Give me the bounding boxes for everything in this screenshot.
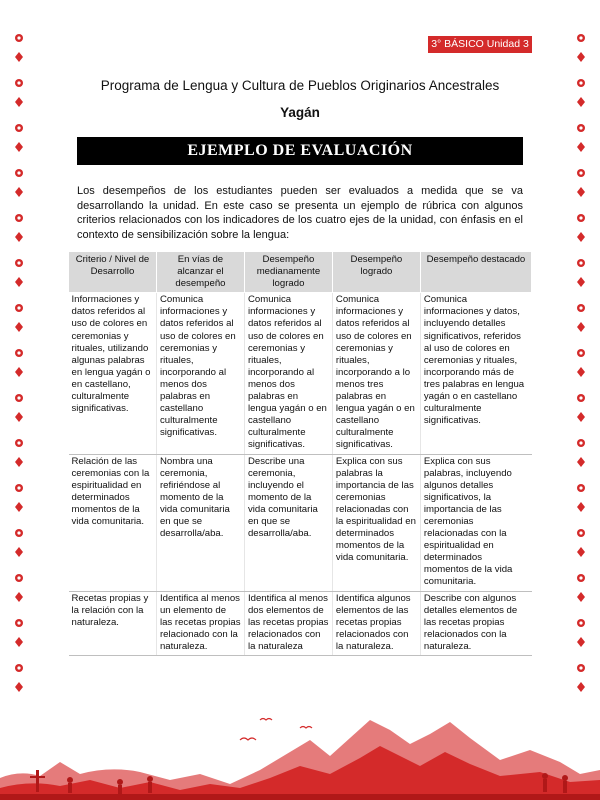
table-cell: Comunica informaciones y datos referidos al uso de colores en ceremonias y rituales, incorporando a lo menos tres palabras en lengua yagán o en castellano culturalmente significativas. [332,293,420,454]
header-logrado: Desempeño logrado [332,252,420,293]
right-ornament-pattern [574,30,588,730]
program-title: Programa de Lengua y Cultura de Pueblos Originarios Ancestrales [100,78,500,93]
language-subtitle: Yagán [280,105,320,120]
table-cell: Identifica al menos dos elementos de las recetas propias relacionados con la naturaleza [244,591,332,655]
header-criterio: Criterio / Nivel de Desarrollo [69,252,157,293]
table-row [69,454,532,591]
rubric-header-row [69,252,532,293]
table-cell: Describe una ceremonia, incluyendo el momento de la vida comunitaria en que se desarrolla/aba. [244,454,332,591]
left-ornament-pattern [12,30,26,730]
table-cell: Explica con sus palabras, incluyendo algunos detalles significativos, la importancia de las ceremonias relacionadas con la espiritualidad en determinados momentos de la vida comunitaria. [420,454,531,591]
table-cell: Nombra una ceremonia, refiriéndose al momento de la vida comunitaria en que se desarrolla/aba. [156,454,244,591]
header-en-vias: En vías de alcanzar el desempeño [156,252,244,293]
table-row [69,591,532,655]
table-cell: Identifica al menos un elemento de las recetas propias relacionado con la naturaleza. [156,591,244,655]
table-cell: Explica con sus palabras la importancia de las ceremonias relacionadas con la espiritualidad en determinados momentos de la vida comunitaria. [332,454,420,591]
table-cell: Describe con algunos detalles elementos de las recetas propias relacionados con la naturaleza. [420,591,531,655]
table-cell: Comunica informaciones y datos, incluyendo detalles significativos, referidos al uso de colores en ceremonias y rituales, incorporando más de tres palabras en lengua yagán o en castellano culturalmente significativas. [420,293,531,454]
footer-landscape-illustration [0,700,600,800]
rubric-table [68,251,532,656]
header-medianamente: Desempeño medianamente logrado [244,252,332,293]
section-banner: EJEMPLO DE EVALUACIÓN [77,137,523,165]
header-destacado: Desempeño destacado [420,252,531,293]
table-cell: Comunica informaciones y datos referidos al uso de colores en ceremonias y rituales, incorporando al menos dos palabras en lengua yagán o en castellano culturalmente significativas. [244,293,332,454]
table-cell: Recetas propias y la relación con la naturaleza. [69,591,157,655]
table-cell: Relación de las ceremonias con la espiritualidad en determinados momentos de la vida comunitaria. [69,454,157,591]
table-cell: Comunica informaciones y datos referidos al uso de colores en ceremonias y rituales, incorporando al menos dos palabras en castellano culturalmente significativas. [156,293,244,454]
table-cell: Identifica algunos elementos de las recetas propias relacionados con la naturaleza. [332,591,420,655]
grade-unit-badge: 3° BÁSICO Unidad 3 [428,36,532,53]
table-row [69,293,532,454]
table-cell: Informaciones y datos referidos al uso de colores en ceremonias y rituales, utilizando algunas palabras en lengua yagán o en castellano, culturalmente significativas. [69,293,157,454]
intro-paragraph: Los desempeños de los estudiantes pueden ser evaluados a medida que se va desarrollando la unidad. En este caso se presenta un ejemplo de rúbrica con algunos criterios relacionados con los indicadores de los cuatro ejes de la unidad, con énfasis en el contexto de sensibilización sobre la lengua: [77,185,523,241]
